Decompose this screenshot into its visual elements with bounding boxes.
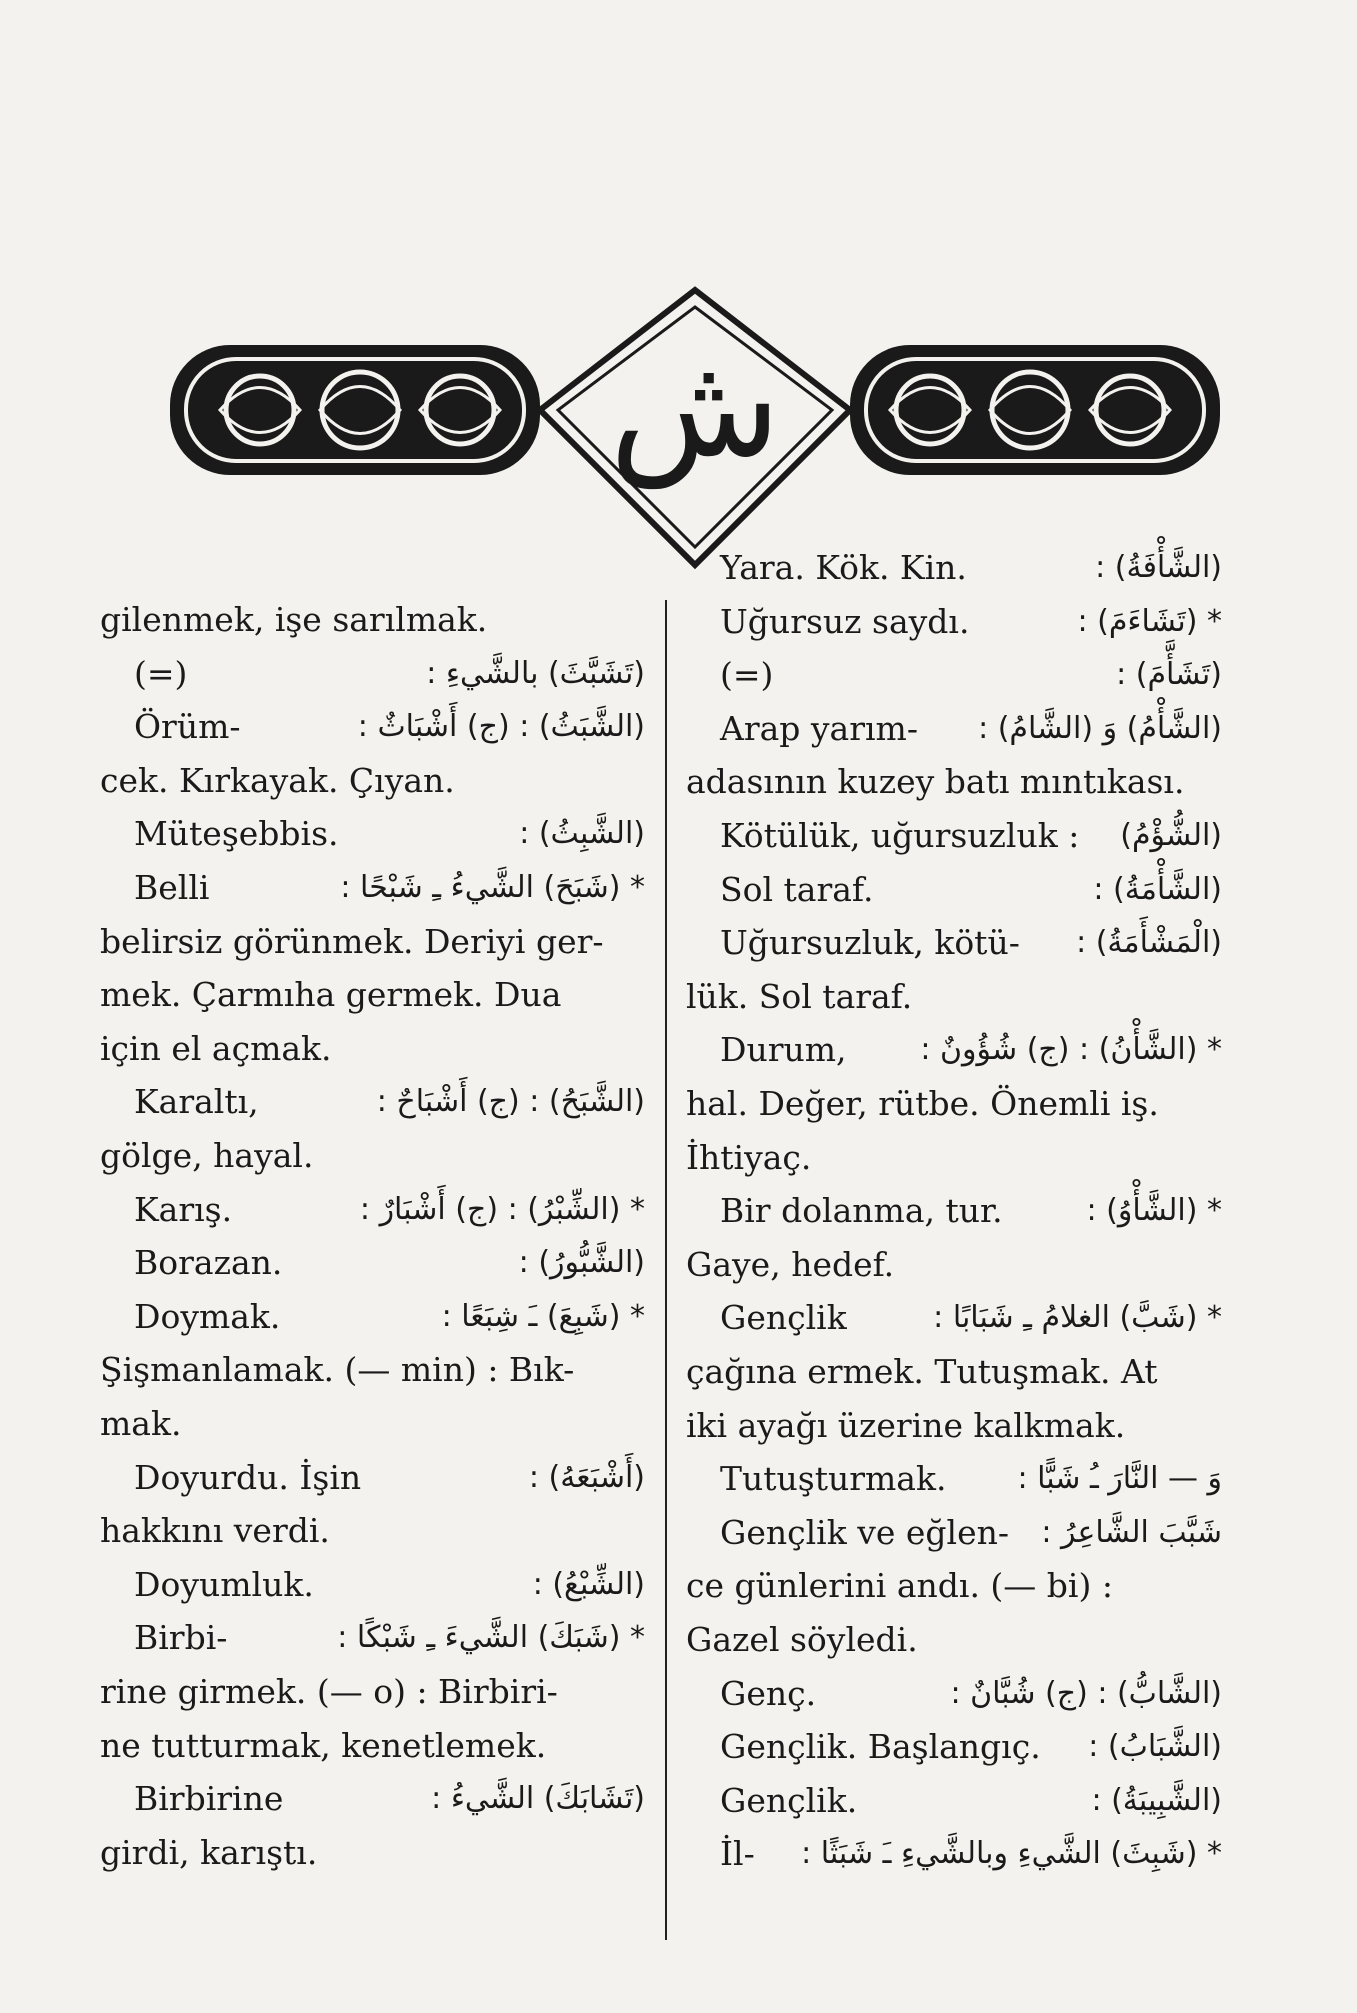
- entry-line: [720, 548, 1222, 588]
- entry-line: [720, 1298, 1222, 1338]
- arabic-headword: (الشَّابُّ) : (ج) شُبَّانٌ :: [950, 1675, 1222, 1711]
- entry-text: Uğursuzluk, kötü-: [720, 923, 1020, 963]
- entry-line: [686, 1406, 1222, 1446]
- entry-line: [720, 816, 1222, 856]
- entry-text: ne tutturmak, kenetlemek.: [100, 1725, 547, 1765]
- entry-text: mek. Çarmıha germek. Dua: [100, 975, 562, 1015]
- entry-line: [686, 1245, 1222, 1285]
- entry-text: Uğursuz saydı.: [720, 601, 970, 641]
- entry-line: [100, 1029, 645, 1069]
- entry-text: gölge, hayal.: [100, 1136, 314, 1175]
- arabic-headword: (تَشَأَّمَ) :: [1116, 657, 1222, 693]
- entry-line: [720, 1727, 1222, 1767]
- entry-text: İhtiyaç.: [686, 1137, 812, 1177]
- entry-text: Gençlik. Başlangıç.: [720, 1727, 1041, 1767]
- arabic-headword: * (شَبَحَ) الشَّيءُ ـِ شَبْحًا :: [340, 870, 645, 905]
- entry-text: adasının kuzey batı mıntıkası.: [686, 762, 1185, 802]
- entry-line: [720, 709, 1222, 749]
- entry-line: [100, 1511, 645, 1551]
- entry-line: [100, 1136, 645, 1176]
- arabesque-frieze-right: [850, 345, 1220, 475]
- arabic-headword: (الشَّأْمَةُ) :: [1093, 871, 1222, 907]
- medallion-letter: ش: [609, 326, 781, 489]
- arabic-headword: وَ — النَّارَ ـُ شَبًّا :: [1017, 1461, 1222, 1497]
- entry-text: belirsiz görünmek. Deriyi ger-: [100, 921, 604, 961]
- entry-text: Yara. Kök. Kin.: [720, 548, 967, 587]
- entry-line: [686, 1620, 1222, 1660]
- entry-line: [720, 1781, 1222, 1821]
- entry-line: [686, 1566, 1222, 1606]
- entry-line: [100, 600, 645, 640]
- entry-line: [720, 602, 1222, 642]
- entry-text: Doyurdu. İşin: [134, 1457, 362, 1497]
- entry-line: [100, 922, 645, 962]
- entry-text: Sol taraf.: [720, 869, 874, 909]
- entry-text: Belli: [134, 868, 210, 907]
- column-divider: [665, 600, 667, 1940]
- entry-text: Doymak.: [134, 1296, 281, 1336]
- arabic-headword: (الشَّبَثُ) : (ج) أَشْبَاثٌ :: [357, 709, 645, 745]
- entry-line: [134, 814, 645, 854]
- entry-line: [686, 977, 1222, 1017]
- entry-text: çağına ermek. Tutuşmak. At: [686, 1352, 1158, 1391]
- entry-line: [686, 1352, 1222, 1392]
- arabic-headword: * (الشَّأْوُ) :: [1086, 1193, 1222, 1229]
- arabic-headword: * (تَشَاءَمَ) :: [1077, 603, 1222, 639]
- entry-text: Gençlik ve eğlen-: [720, 1512, 1010, 1552]
- entry-text: rine girmek. (— o) : Birbiri-: [100, 1672, 558, 1711]
- letter-medallion: [540, 290, 850, 565]
- entry-line: [100, 1350, 645, 1390]
- ornamental-header: [160, 285, 1230, 570]
- arabic-headword: (الشَّأْفَةُ) :: [1095, 550, 1222, 585]
- arabic-headword: (أَشْبَعَهُ) :: [528, 1459, 645, 1495]
- entry-line: [134, 1565, 645, 1605]
- entry-line: [720, 655, 1222, 695]
- entry-line: [100, 1404, 645, 1444]
- entry-text: Gazel söyledi.: [686, 1620, 918, 1659]
- entry-line: [720, 1030, 1222, 1070]
- arabic-headword: (الشِّبْعُ) :: [532, 1566, 645, 1602]
- entry-text: ce günlerini andı. (— bi) :: [686, 1566, 1113, 1606]
- entry-line: [720, 1191, 1222, 1231]
- arabic-headword: (تَشَبَّثَ) بالشَّيءِ :: [426, 655, 645, 691]
- entry-line: [134, 1458, 645, 1498]
- entry-line: [134, 1618, 645, 1658]
- entry-line: [686, 1084, 1222, 1124]
- entry-line: [720, 1459, 1222, 1499]
- entry-text: Birbirine: [134, 1779, 284, 1819]
- arabic-headword: * (الشِّبْرُ) : (ج) أَشْبَارٌ :: [359, 1191, 645, 1227]
- entry-text: Gaye, hedef.: [686, 1244, 895, 1284]
- entry-line: [720, 1834, 1222, 1874]
- arabic-headword: * (شَبِعَ) ـَ شِبَعًا :: [441, 1298, 645, 1334]
- arabic-headword: (الشَّأْمُ) وَ (الشَّامُ) :: [978, 710, 1222, 746]
- arabesque-frieze-left: [170, 345, 540, 475]
- entry-text: Durum,: [720, 1030, 847, 1070]
- entry-text: Doyumluk.: [134, 1564, 314, 1604]
- entry-text: Kötülük, uğursuzluk :: [720, 816, 1080, 855]
- entry-text: girdi, karıştı.: [100, 1832, 318, 1872]
- entry-text: Tutuşturmak.: [720, 1459, 947, 1499]
- entry-line: [134, 1082, 645, 1122]
- entry-line: [686, 762, 1222, 802]
- entry-line: [720, 1513, 1222, 1553]
- arabic-headword: (الشَّبِثُ) :: [519, 816, 645, 852]
- entry-text: Birbi-: [134, 1618, 228, 1658]
- entry-text: için el açmak.: [100, 1028, 332, 1068]
- entry-text: Karaltı,: [134, 1082, 259, 1122]
- entry-line: [134, 707, 645, 747]
- entry-line: [134, 868, 645, 908]
- entry-text: Borazan.: [134, 1243, 283, 1283]
- entry-text: Genç.: [720, 1673, 817, 1713]
- entry-line: [100, 761, 645, 801]
- entry-line: [100, 1833, 645, 1873]
- arabic-headword: شَبَّبَ الشَّاعِرُ :: [1041, 1514, 1222, 1550]
- entry-text: lük. Sol taraf.: [686, 976, 913, 1016]
- arabic-headword: (الشَّبِيبَةُ) :: [1091, 1782, 1222, 1818]
- entry-text: iki ayağı üzerine kalkmak.: [686, 1405, 1126, 1445]
- entry-line: [134, 654, 645, 694]
- entry-line: [720, 923, 1222, 963]
- arabic-headword: (الْمَشْأَمَةُ) :: [1076, 925, 1222, 961]
- entry-line: [134, 1243, 645, 1283]
- entry-text: Arap yarım-: [720, 708, 918, 748]
- entry-line: [100, 1672, 645, 1712]
- entry-text: cek. Kırkayak. Çıyan.: [100, 760, 455, 800]
- arabic-headword: (الشَّبُّورُ) :: [518, 1245, 645, 1281]
- entry-text: mak.: [100, 1404, 182, 1443]
- arabic-headword: * (الشَّأْنُ) : (ج) شُؤُونٌ :: [920, 1032, 1222, 1068]
- entry-text: Bir dolanma, tur.: [720, 1191, 1003, 1231]
- entry-line: [100, 1726, 645, 1766]
- entry-line: [134, 1297, 645, 1337]
- entry-text: Karış.: [134, 1189, 233, 1229]
- arabic-headword: * (شَبَّ) الغلامُ ـِ شَبَابًا :: [933, 1300, 1222, 1336]
- entry-line: [720, 1674, 1222, 1714]
- arabic-headword: (تَشَابَكَ) الشَّيءُ :: [431, 1781, 645, 1817]
- entry-text: Müteşebbis.: [134, 814, 339, 854]
- entry-text: hakkını verdi.: [100, 1511, 330, 1551]
- entry-text: (=): [134, 653, 188, 693]
- entry-line: [720, 870, 1222, 910]
- entry-text: gilenmek, işe sarılmak.: [100, 600, 488, 639]
- entry-text: (=): [720, 655, 774, 695]
- entry-line: [134, 1779, 645, 1819]
- entry-line: [134, 1190, 645, 1230]
- entry-text: İl-: [720, 1834, 755, 1874]
- arabic-headword: (الشَّبَحُ) : (ج) أَشْبَاحٌ :: [376, 1084, 645, 1120]
- entry-text: Gençlik.: [720, 1780, 858, 1820]
- entry-text: hal. Değer, rütbe. Önemli iş.: [686, 1084, 1159, 1123]
- arabic-headword: * (شَبِثَ) الشَّيءِ وبالشَّيءِ ـَ شَبَثًا :: [801, 1836, 1222, 1872]
- arabic-headword: * (شَبَكَ) الشَّيءَ ـِ شَبْكًا :: [337, 1620, 645, 1656]
- entry-line: [686, 1138, 1222, 1178]
- entry-line: [100, 975, 645, 1015]
- entry-text: Örüm-: [134, 707, 241, 747]
- entry-text: Gençlik: [720, 1298, 847, 1338]
- arabic-headword: (الشُّؤْمُ): [1120, 818, 1222, 853]
- arabic-headword: (الشَّبَابُ) :: [1088, 1729, 1222, 1765]
- entry-text: Şişmanlamak. (— min) : Bık-: [100, 1350, 575, 1390]
